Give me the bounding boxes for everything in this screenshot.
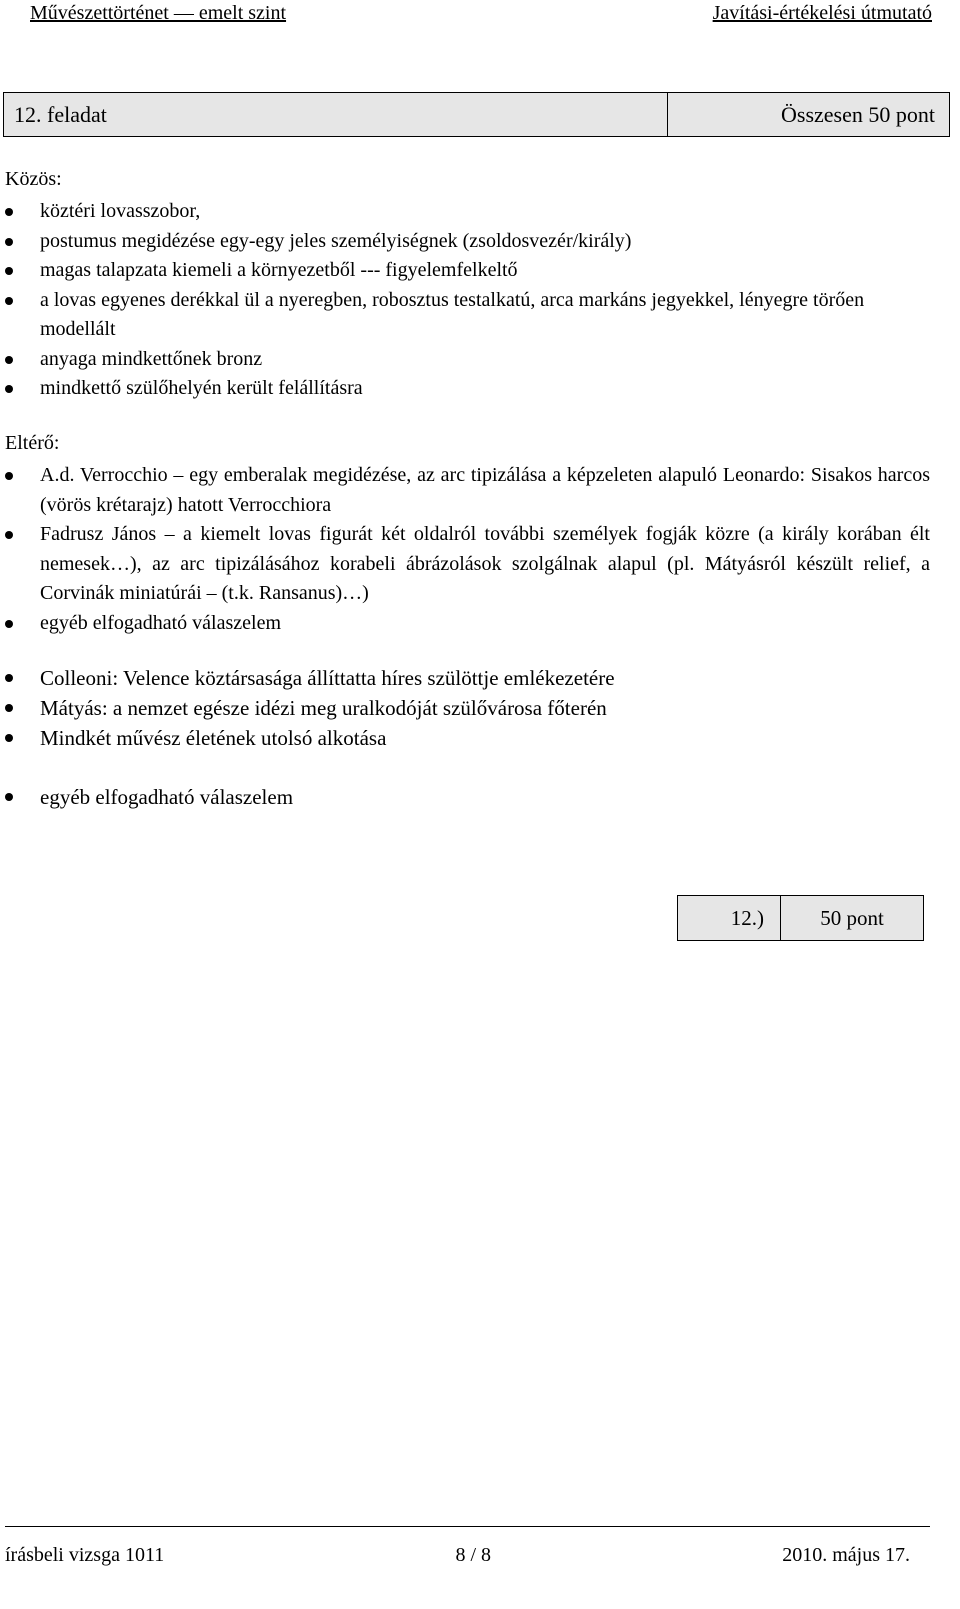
list-item: Fadrusz János – a kiemelt lovas figurát két oldalról további személyek fogják közre (a király korában élt nemesek…), az arc tipizálásához korabeli ábrázolások szolgálnak alapul (pl. Mátyásról készült relief, a Corvinák miniatúrái – (t.k. Ransanus)…) (0, 520, 930, 609)
common-list (0, 197, 930, 404)
list-item: köztéri lovasszobor, (0, 197, 930, 227)
different-list-3 (0, 782, 930, 812)
footer-page-number: 8 / 8 (455, 1544, 491, 1566)
footer-divider (5, 1526, 930, 1527)
list-item: magas talapzata kiemeli a környezetből --- figyelemfelkeltő (0, 256, 930, 286)
list-item: postumus megidézése egy-egy jeles személyiségnek (zsoldosvezér/király) (0, 227, 930, 257)
different-section-title: Eltérő: (5, 432, 60, 454)
header-guide-title: Javítási-értékelési útmutató (712, 2, 932, 24)
footer-exam-code: írásbeli vizsga 1011 (5, 1544, 165, 1566)
list-item: Mátyás: a nemzet egésze idézi meg uralkodóját szülővárosa főterén (0, 693, 930, 723)
score-points: 50 pont (820, 905, 884, 930)
score-task-label: 12.) (678, 896, 781, 940)
task-label: 12. feladat (4, 93, 668, 136)
list-item: Mindkét művész életének utolsó alkotása (0, 723, 930, 753)
common-section-title: Közös: (5, 168, 62, 190)
list-item: Colleoni: Velence köztársasága állíttatta híres szülöttje emlékezetére (0, 663, 930, 693)
page-header (30, 0, 932, 32)
list-item: egyéb elfogadható válaszelem (0, 782, 930, 812)
footer-date: 2010. május 17. (782, 1544, 910, 1566)
list-item: egyéb elfogadható válaszelem (0, 609, 930, 639)
list-item: A.d. Verrocchio – egy emberalak megidézése, az arc tipizálása a képzeleten alapuló Leonardo: Sisakos harcos (vörös krétarajz) hatott Verrocchiora (0, 461, 930, 520)
list-item: mindkettő szülőhelyén került felállításra (0, 374, 930, 404)
score-box (677, 895, 924, 941)
header-subject: Művészettörténet — emelt szint (30, 2, 287, 24)
list-item: anyaga mindkettőnek bronz (0, 345, 930, 375)
list-item: a lovas egyenes derékkal ül a nyeregben, robosztus testalkatú, arca markáns jegyekkel, lényegre törően modellált (0, 286, 930, 345)
different-list-2 (0, 663, 930, 753)
page-footer (5, 1544, 910, 1567)
different-list (0, 461, 930, 638)
task-total-points: Összesen 50 pont (781, 101, 935, 127)
task-header-box (3, 92, 950, 137)
